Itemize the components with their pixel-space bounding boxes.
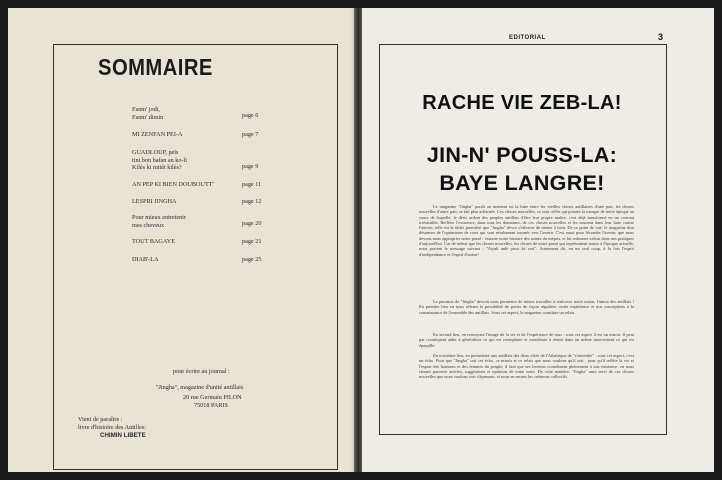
editorial-paragraph-2: La parution de "Jingha" devrait nous permettre de mieux travailler à renforcer notre union, l'union des antillais ! En premier lieu en nous offrant la possibilité de porter de façon régulière, notre expérience et nos conceptions à la connaissance de l'ensemble des antillais. Sous cet aspect, le magazine constitue un relais. bbox=[419, 299, 634, 315]
toc-page-6: page 20 bbox=[242, 220, 262, 227]
toc-page-2: page 7 bbox=[242, 131, 259, 138]
headline-1: RACHE VIE ZEB-LA! bbox=[422, 92, 622, 114]
toc-page-8: page 25 bbox=[242, 256, 262, 263]
book-announcement bbox=[78, 416, 146, 439]
contact-city: 75018 PARIS bbox=[194, 402, 228, 409]
book-title: CHIMIN LIBETE bbox=[100, 431, 146, 439]
toc-entry-8: DIAB'-LA bbox=[132, 256, 159, 263]
toc-page-5: page 12 bbox=[242, 198, 262, 205]
sommaire-title: SOMMAIRE bbox=[98, 54, 213, 80]
toc-entry-5: LESPRI JINGHA bbox=[132, 198, 177, 205]
headline-2-line1: JIN-N' POUSS-LA: bbox=[426, 143, 618, 167]
editorial-paragraph-1: Le magazine "Jingha" paraît au moment où la lutte entre les vieilles choses antillaises d'une part, les choses nouvelles d'autre part, se fait plus acharnée. Ces choses nouvelles, ce sont celles qui portent la marque de notre époque au cours de laquelle, le désir ardent des peuples antillais d'être leur propre maître, s'est déjà transformé en un courant irrésistible. Refléter l'existence, dans tous les domaines, de ces choses nouvelles et les soutenir dans leur lutte contre l'ancien, telle est la tâche première que "Jingha" devra s'efforcer de mener à bien. De ce point de vue, le magazine doit désarmer de l'optimisme de ceux qui sont résolument tournés vers l'avenir. C'est aussi pour féconder l'avenir, que nous devons nous approprier notre passé : extraire notre histoire des ruines du mépris, et lui redonner valeur dans nos pratiques d'aujourd'hui. Car de même que les choses nouvelles, les choses de notre passé qui représentent toutes à l'époque actuelle, nous portent le message suivant : "Aiyak anlè piwa ké rest". Autrement dit, en un seul coup, à la fois l'esprit d'indépendance et l'esprit d'union! bbox=[419, 204, 634, 257]
left-page bbox=[8, 8, 357, 472]
book-gutter bbox=[354, 8, 362, 472]
toc-entry-3: GUADLOUP, peïs tini bon bafan an ko-li Kilès ki mitèt kilès? bbox=[132, 149, 187, 171]
contact-street: 20 rue Germain PILON bbox=[183, 394, 242, 401]
editorial-paragraph-4: En troisième lieu, en permettant aux antillais des deux côtés de l'Atlantique de "s'entendre" : sous cet aspect, c'est un écho. Pour que "Jingha" soit cet écho, ce miroir et ce relais que nous voulons qu'il soit : pour qu'il reflète la vie et l'espoir des hommes et des femmes du peuple, il faut que ses lecteurs contribuent pleinement à son existence, en nous faisant parvenir articles, suggestions et opinions de toute sorte. De cette manière, "Jingha" aura servi de ces choses nouvelles que nous voulons voir s'épanouir, et nous en serons les créateurs collectifs. bbox=[419, 353, 634, 380]
toc-entry-6: Pour mieux entretenir mes cheveux bbox=[132, 214, 186, 229]
toc-page-3: page 9 bbox=[242, 163, 259, 170]
toc-entry-2: MI ZENFAN PEI-A bbox=[132, 131, 183, 138]
toc-page-1: page 6 bbox=[242, 112, 259, 119]
headline-2 bbox=[379, 141, 665, 197]
editorial-paragraph-3: En second lieu, en renvoyant l'image de la vie et de l'expérience de tous : sous cet aspect il est un miroir. Il peut par conséquent aider à généraliser ce qui est exemplaire et contribuer à réunir dans un même mouvement ce qui est éparpillé. bbox=[419, 332, 634, 348]
page-number: 3 bbox=[658, 32, 664, 42]
toc-entry-1: Fanm' jodi, Fanm' dimin bbox=[132, 106, 164, 121]
contact-intro: pour écrire au journal : bbox=[173, 368, 230, 375]
running-head: EDITORIAL bbox=[509, 35, 546, 41]
contact-name: "Jingha", magazine d'unité antillais bbox=[156, 384, 244, 391]
toc-page-7: page 21 bbox=[242, 238, 262, 245]
right-page bbox=[362, 8, 714, 472]
toc-page-4: page 11 bbox=[242, 181, 262, 188]
headline-2-line2: BAYE LANGRE! bbox=[439, 171, 605, 195]
toc-entry-7: TOUT BAGAYE bbox=[132, 238, 176, 245]
book-announcement-line2: livre d'histoire des Antilles: bbox=[78, 423, 146, 431]
toc-entry-4: AN PEP KI BIEN DOUBOUTT' bbox=[132, 181, 214, 188]
book-announcement-line1: Vient de paraître : bbox=[78, 416, 123, 423]
